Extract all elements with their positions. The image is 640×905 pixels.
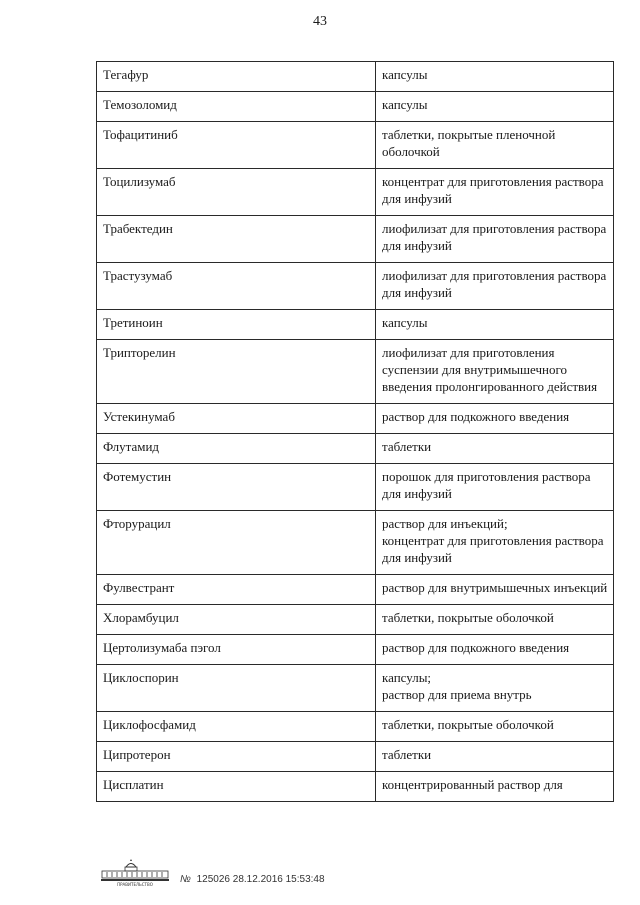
dosage-form-cell: таблетки, покрытые пленочной оболочкой: [376, 122, 614, 169]
emblem-caption: ПРАВИТЕЛЬСТВО: [117, 882, 153, 887]
dosage-form-cell: капсулы: [376, 92, 614, 122]
dosage-form-cell: таблетки, покрытые оболочкой: [376, 605, 614, 635]
table-row: [97, 404, 614, 434]
drug-table-body: [97, 62, 614, 802]
drug-name-cell: Тофацитиниб: [97, 122, 376, 169]
table-row: [97, 665, 614, 712]
drug-name-cell: Трабектедин: [97, 216, 376, 263]
dosage-form-cell: капсулы: [376, 310, 614, 340]
drug-name-cell: Тоцилизумаб: [97, 169, 376, 216]
table-row: [97, 92, 614, 122]
drug-table: [96, 61, 614, 802]
government-building-icon: [100, 858, 170, 888]
drug-name-cell: Тегафур: [97, 62, 376, 92]
drug-name-cell: Устекинумаб: [97, 404, 376, 434]
dosage-form-cell: таблетки, покрытые оболочкой: [376, 712, 614, 742]
table-row: [97, 62, 614, 92]
dosage-form-cell: концентрированный раствор для: [376, 772, 614, 802]
table-row: [97, 772, 614, 802]
table-row: [97, 742, 614, 772]
table-row: [97, 575, 614, 605]
dosage-form-cell: лиофилизат для приготовления раствора для инфузий: [376, 263, 614, 310]
table-row: [97, 169, 614, 216]
footer: [100, 858, 420, 888]
drug-name-cell: Темозоломид: [97, 92, 376, 122]
number-mark: №: [180, 874, 191, 885]
drug-name-cell: Циклофосфамид: [97, 712, 376, 742]
dosage-form-cell: раствор для внутримышечных инъекций: [376, 575, 614, 605]
drug-name-cell: Третиноин: [97, 310, 376, 340]
table-row: [97, 263, 614, 310]
doc-number: 125026: [196, 874, 230, 885]
table-row: [97, 340, 614, 404]
drug-name-cell: Цертолизумаба пэгол: [97, 635, 376, 665]
page-number: 43: [313, 14, 327, 29]
dosage-form-cell: концентрат для приготовления раствора для инфузий: [376, 169, 614, 216]
table-row: [97, 310, 614, 340]
dosage-form-cell: капсулы: [376, 62, 614, 92]
table-row: [97, 635, 614, 665]
drug-name-cell: Циклоспорин: [97, 665, 376, 712]
dosage-form-cell: лиофилизат для приготовления суспензии для внутримышечного введения пролонгированного действия: [376, 340, 614, 404]
drug-name-cell: Хлорамбуцил: [97, 605, 376, 635]
table-row: [97, 464, 614, 511]
drug-name-cell: Фулвестрант: [97, 575, 376, 605]
table-row: [97, 605, 614, 635]
footer-stamp: [180, 874, 325, 885]
table-row: [97, 434, 614, 464]
table-row: [97, 511, 614, 575]
dosage-form-cell: таблетки: [376, 434, 614, 464]
dosage-form-cell: порошок для приготовления раствора для инфузий: [376, 464, 614, 511]
drug-name-cell: Флутамид: [97, 434, 376, 464]
dosage-form-cell: раствор для подкожного введения: [376, 635, 614, 665]
table-row: [97, 712, 614, 742]
drug-name-cell: Фотемустин: [97, 464, 376, 511]
drug-name-cell: Трипторелин: [97, 340, 376, 404]
drug-name-cell: Цисплатин: [97, 772, 376, 802]
dosage-form-cell: раствор для инъекций; концентрат для приготовления раствора для инфузий: [376, 511, 614, 575]
drug-name-cell: Фторурацил: [97, 511, 376, 575]
dosage-form-cell: лиофилизат для приготовления раствора для инфузий: [376, 216, 614, 263]
drug-name-cell: Ципротерон: [97, 742, 376, 772]
table-row: [97, 216, 614, 263]
dosage-form-cell: капсулы; раствор для приема внутрь: [376, 665, 614, 712]
dosage-form-cell: раствор для подкожного введения: [376, 404, 614, 434]
drug-name-cell: Трастузумаб: [97, 263, 376, 310]
table-row: [97, 122, 614, 169]
dosage-form-cell: таблетки: [376, 742, 614, 772]
doc-datetime: 28.12.2016 15:53:48: [232, 874, 325, 885]
